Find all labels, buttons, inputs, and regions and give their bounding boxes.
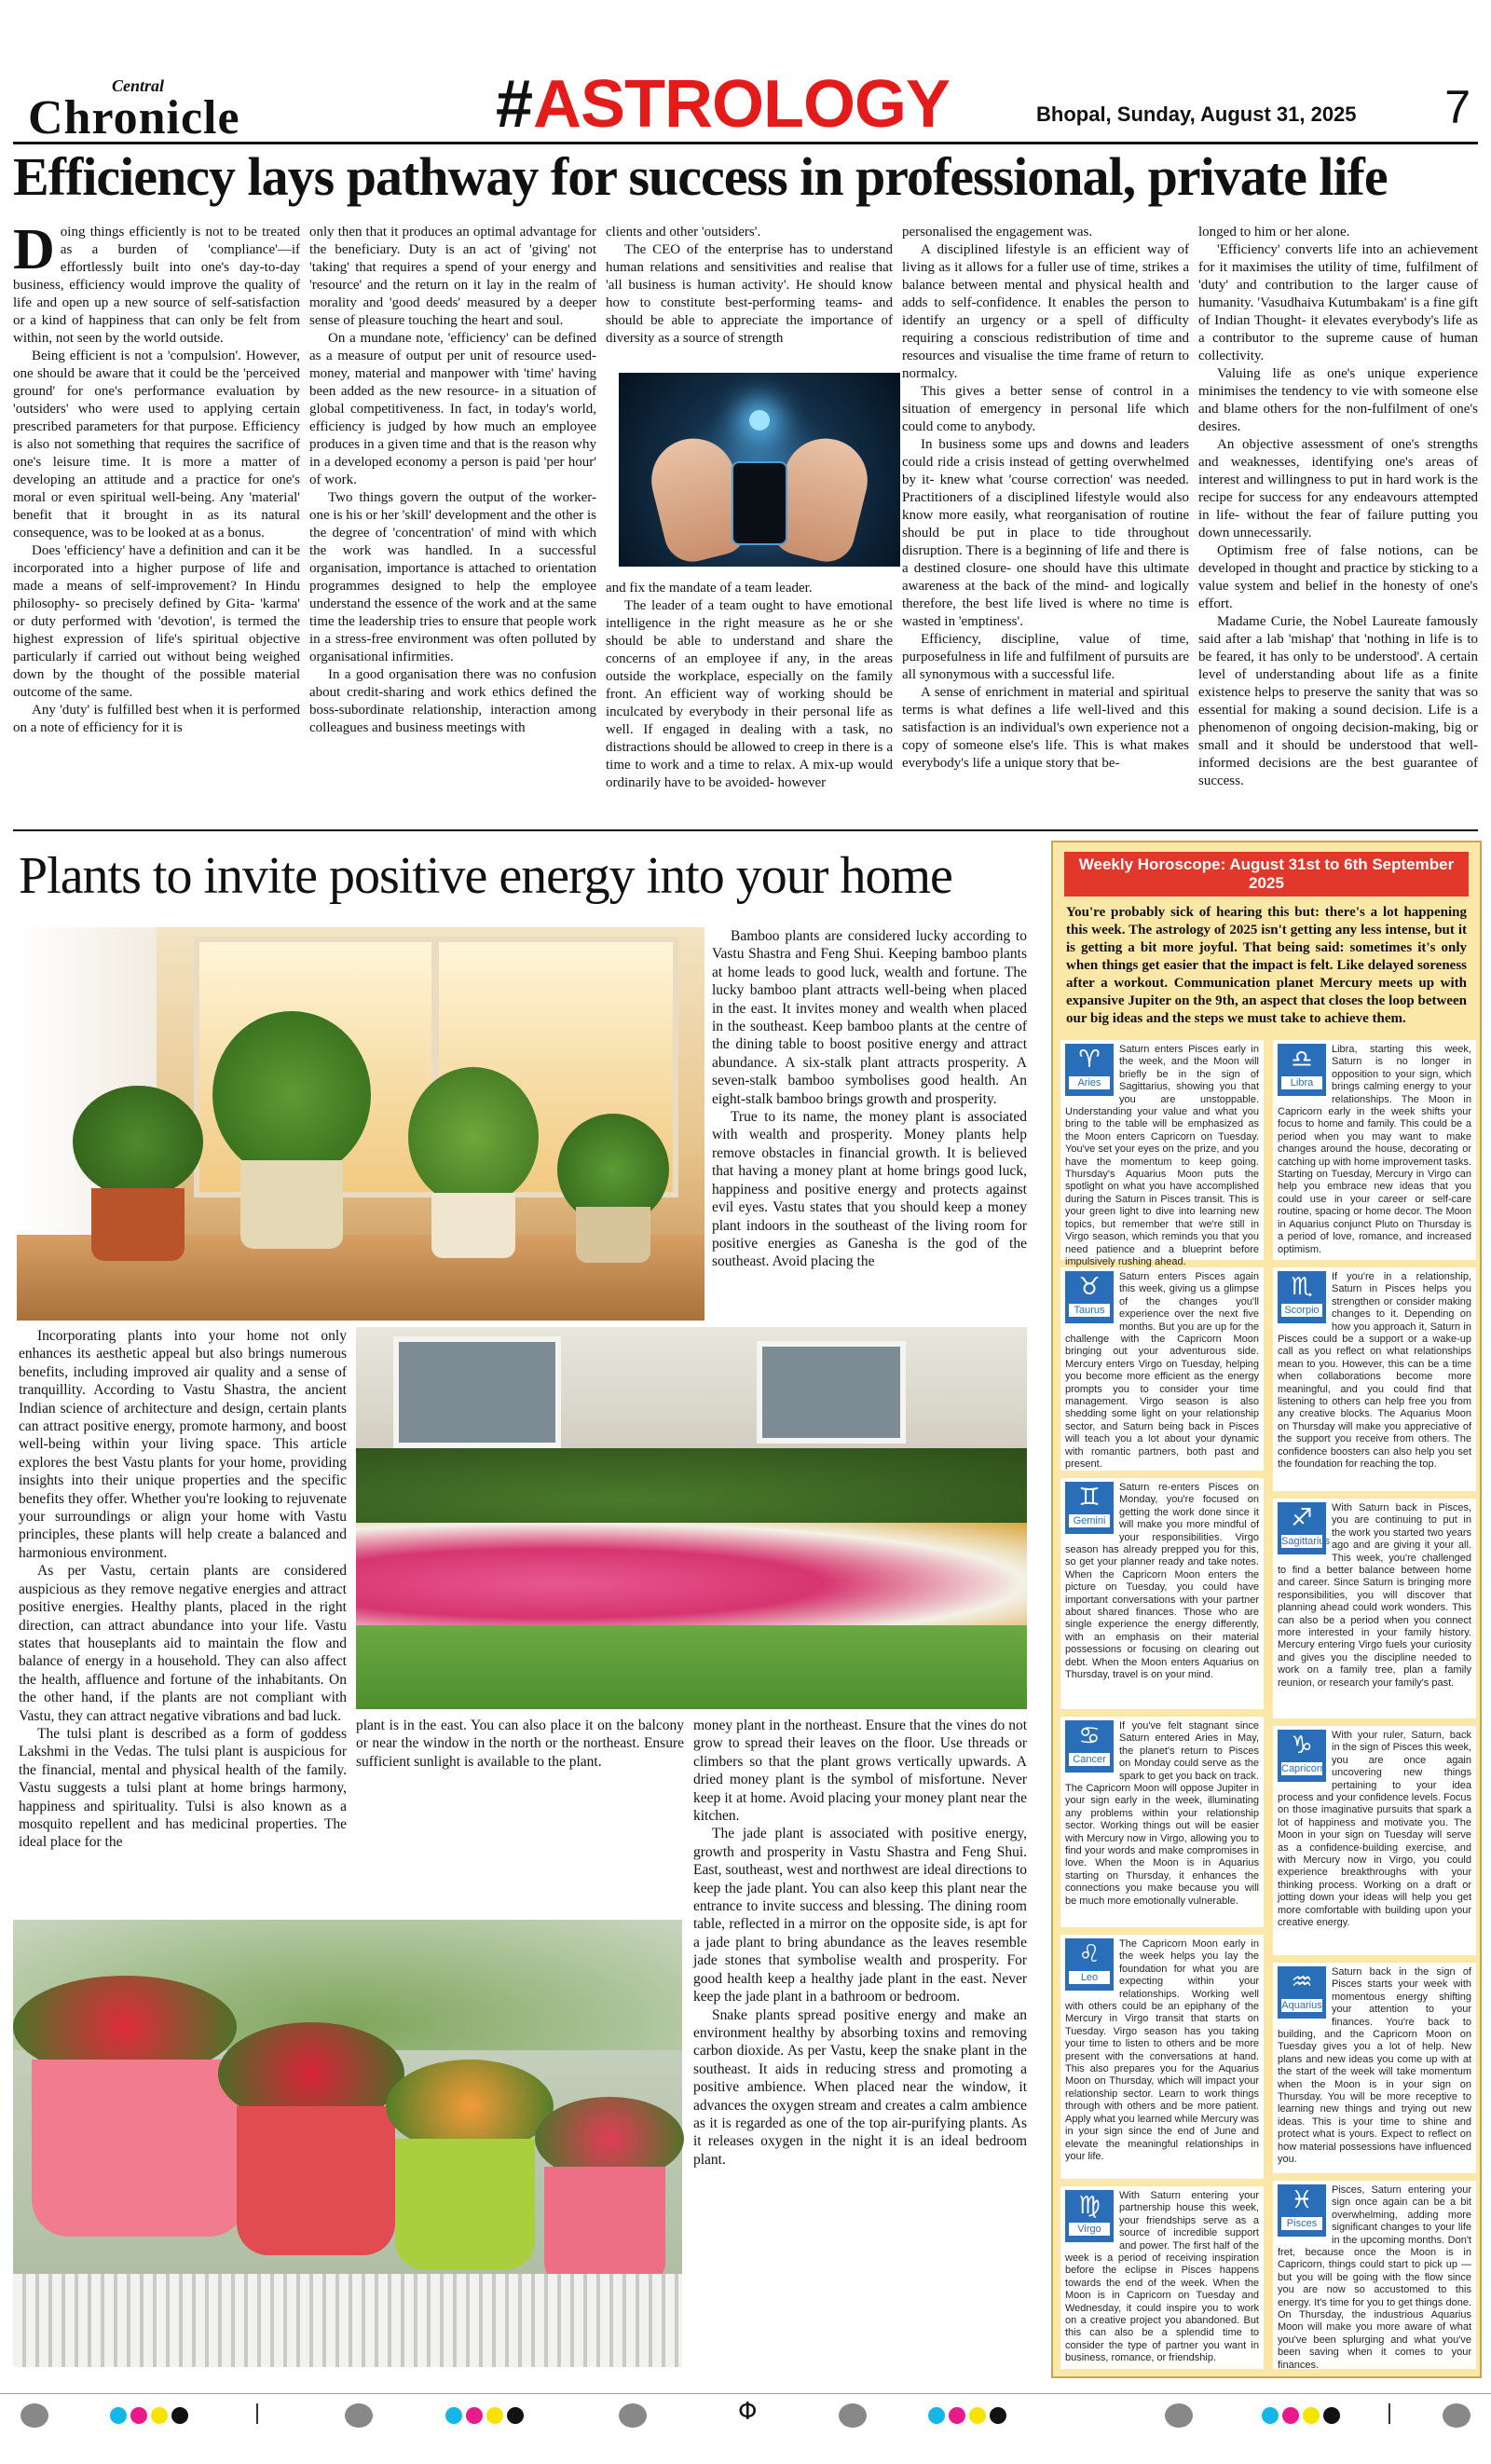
sign-name: Aquarius	[1281, 2000, 1322, 2011]
sign-text: Saturn enters Pisces early in the week, and the Moon will briefly be in the sign of Sagittarius, showing you that you are unstoppable. Understanding your value and what you bring to the table will be emphasized as the Moon enters Capricorn on Tuesday. You've set your eyes on the prize, and you have the momentum to keep going. Thursday's Aquarius Moon puts the spotlight on what you have accomplished during the Saturn in Pisces transit. This is your green light to dive into learning new topics, but remember that we're still in Virgo season, which reminds you that you need patience and a blueprint before impulsively rushing ahead.	[1065, 1044, 1259, 1267]
paragraph: This gives a better sense of control in a situation of emergency in personal life which could come to anybody.	[902, 384, 1189, 434]
plant-foliage	[73, 1086, 203, 1198]
paragraph: Optimism free of false notions, can be developed in thought and practice by sticking to a value system and belief in the honesty of one's effort.	[1198, 543, 1478, 611]
leo-badge	[1065, 1938, 1114, 1991]
window-plants-image	[17, 927, 704, 1321]
sign-text: With Saturn entering your partnership house this week, your friendships serve as a source of incredible support and power. The first half of the week is a period of receiving inspiration before the eclipse in Pisces happens towards the end of the week. When the Moon is in Capricorn on Tuesday and Wednesday, it could inspire you to work on a creative project you abandoned. But this can also be a splendid time to consider the type of partner you want in business, romance, or friendship.	[1065, 2190, 1259, 2364]
paragraph: Incorporating plants into your home not only enhances its aesthetic appeal but also brings numerous benefits, including improved air quality and a sense of tranquillity. According to Vastu Shastra, the ancient Indian science of architecture and design, certain plants can attract positive energy, promote harmony, and boost well-being within your living space. This article explores the best Vastu plants for your home, providing insights into their unique properties and the specific benefits they offer. Whether you're looking to rejuvenate your surroundings or align your home with Vastu principles, these plants will help create a balanced and harmonious environment.	[19, 1328, 347, 1561]
paragraph: In business some ups and downs and leaders could ride a crisis instead of getting overwhelmed by it- knew what 'course correction' was needed. Practitioners of a disciplined lifestyle would also know more easily, what reorganisation of routine should be put in place to tide throughout disruption. There is a beginning of life and there is a destined closure- one should have this ultimate awareness at the back of the mind- and logically therefore, the best life lived is where no time is wasted in 'emptiness'.	[902, 437, 1189, 629]
masthead-rule	[13, 142, 1478, 144]
planter-pink	[544, 2167, 665, 2288]
masthead	[21, 67, 1470, 142]
libra-icon: ♎	[1291, 1046, 1313, 1074]
registration-mark	[619, 2403, 647, 2428]
sign-text: If you're in a relationship, Saturn in Pisces helps you strengthen or consider making changes to it. Depending on how you approach it, Saturn in Pisces could be a support or a wake-up call as you reflect on what relationships mean to you. However, this can be a time when collaborations become more meaningful, and you could find that listening to others can help free you from any creative blocks. The Aquarius Moon on Thursday will make you appreciative of the support you receive from others. The confidence boosters can also help you set the foundation for reaching the top.	[1278, 1271, 1471, 1471]
hands-phone-image	[619, 373, 900, 567]
article1-col4	[902, 224, 1189, 820]
paragraph: Valuing life as one's unique experience minimises the tendency to vie with someone else and blame others for the non-fulfilment of one's desires.	[1198, 366, 1478, 434]
article1-col1	[13, 218, 300, 820]
paragraph: and fix the mandate of a team leader.	[606, 581, 813, 595]
cmyk-dots	[110, 2407, 192, 2424]
registration-mark	[21, 2403, 48, 2428]
pot	[576, 1207, 650, 1263]
window	[393, 1336, 561, 1448]
crop-tick	[1388, 2403, 1390, 2424]
sign-name: Cancer	[1068, 1752, 1111, 1767]
paragraph: Being efficient is not a 'compulsion'. However, one should be aware that it could be the 'perceived ground' for one's performance evaluation by 'outsiders' who were used to applying certain prescribed parameters for that purpose. Efficiency is also not something that requires the sacrifice of one's leisure time. It is more a matter of developing an attitude and a practice for one's moral or even spiritual well-being. Any 'material' benefit that it brought in as its natural consequence, was to be looked at as a bonus.	[13, 349, 300, 541]
pot	[431, 1193, 515, 1258]
brand-logo	[28, 76, 240, 145]
brand-name: Chronicle	[28, 91, 240, 144]
paragraph: Any 'duty' is fulfilled best when it is performed on a note of efficiency for it is	[13, 703, 300, 735]
paragraph: longed to him or her alone.	[1198, 225, 1350, 240]
phone	[732, 461, 787, 545]
crop-tick	[256, 2403, 258, 2424]
leo-icon: ♌	[1078, 1940, 1101, 1968]
cmyk-dots	[1262, 2407, 1344, 2424]
paragraph: A sense of enrichment in material and spiritual terms is what defines a life well-lived and this satisfaction is an individual's own experience not a copy of someone else's life. This is what makes everybody's life a unique story that be-	[902, 685, 1189, 771]
section-rule	[13, 829, 1478, 831]
sign-text: The Capricorn Moon early in the week helps you lay the foundation for what you are expecting within your relationships. Working well with others could be an epiphany of the Mercury in Virgo transit that starts on Tuesday. Virgo season has you taking your time to listen to others and be more present with the conversations at hand. This also prepares you for the Aquarius Moon on Thursday, which will impact your relationship sector. Learn to work things through with others and be more patient. Apply what you learned while Mercury was in your sign since the end of June and elevate the meaningful relationships in your life.	[1065, 1938, 1259, 2162]
paragraph: As per Vastu, certain plants are considered auspicious as they remove negative energies and attract positive energies. Healthy plants, placed in the right direction, can attract abundance into your life. Vastu states that houseplants aid to maintain the flow and balance of energy in a household. They can also affect the health, affluence and fortune of the inhabitants. On the other hand, if the plants are not compliant with Vastu, they can attract negative vibrations and bad luck.	[19, 1563, 347, 1724]
article2-left	[19, 1327, 347, 1910]
sign-name: Libra	[1280, 1075, 1323, 1090]
article1-headline: Efficiency lays pathway for success in professional, private life	[13, 146, 1388, 207]
paragraph: clients and other 'outsiders'.	[606, 225, 761, 240]
pot	[240, 1160, 343, 1249]
registration-mark	[1165, 2403, 1193, 2428]
page-number: 7	[1444, 81, 1470, 133]
article2-headline: Plants to invite positive energy into your home	[19, 847, 952, 905]
paragraph: money plant in the northeast. Ensure that the vines do not grow to spread their leaves on the floor. Use threads or climbers so that the plant grows vertically upwards. A dried money plant is the symbol of misfortune. Never keep it at home. Avoid placing your money plant near the kitchen.	[693, 1718, 1027, 1825]
window	[757, 1341, 906, 1444]
paragraph: The CEO of the enterprise has to understand human relations and sensitivities and realise that 'all business is human activity'. He should know how to constitute best-performing teams- and should be able to appreciate the importance of diversity as a source of strength	[606, 242, 893, 346]
cancer-badge	[1065, 1720, 1114, 1773]
article1-body	[13, 218, 1478, 820]
paragraph: The tulsi plant is described as a form of goddess Lakshmi in the Vedas. The tulsi plant is auspicious for the financial, mental and physical health of the family. Vastu suggests a tulsi plant at home brings harmony, happiness and spirituality. Tulsi is also known as a mosquito repellent and has medicinal properties. The ideal place for the	[19, 1725, 347, 1851]
weekly-horoscope-panel	[1051, 841, 1482, 2378]
brand-small: Central	[112, 76, 165, 95]
sign-text: Saturn re-enters Pisces on Monday, you're focused on getting the work done since it will make you more mindful of your responsibilities. Virgo season has already prepped you for this, so get your planner ready and take notes. When the Capricorn Moon enters the picture on Tuesday, you could have important conversations with your partner about shared finances. Those who are single experience the energy differently, with an emphasis on their material possessions or focusing on clearing out debt. When the Moon enters Aquarius on Thursday, travel is on your mind.	[1065, 1482, 1259, 1681]
planter-green	[395, 2139, 535, 2269]
article1-col2	[309, 224, 596, 820]
sign-name: Leo	[1068, 1970, 1111, 1985]
sign-aquarius	[1273, 1963, 1476, 2173]
sign-name: Sagittarius	[1281, 1536, 1330, 1547]
glow	[749, 410, 770, 431]
article2-middle	[356, 1717, 684, 1810]
sagittarius-icon: ♐	[1291, 1504, 1313, 1532]
sign-pisces	[1273, 2181, 1476, 2369]
dateline: Bhopal, Sunday, August 31, 2025	[1036, 103, 1357, 126]
sign-text: If you've felt stagnant since Saturn entered Aries in May, the planet's return to Pisces on Monday could serve as the spark to get you back on track. The Capricorn Moon will oppose Jupiter in your sign early in the week, illuminating any problems within your relationship sector. Working things out will be easier with Mercury now in Virgo, allowing you to find your words and make compromises in love. When the Moon is in Aquarius starting on Thursday, it enhances the connections you make because you will be much more emotionally vulnerable.	[1065, 1720, 1259, 1907]
sign-scorpio	[1273, 1267, 1476, 1491]
registration-mark	[1443, 2403, 1470, 2428]
horoscope-title: Weekly Horoscope: August 31st to 6th September 2025	[1064, 852, 1469, 897]
article2-right-bottom	[693, 1717, 1027, 2369]
paragraph: The jade plant is associated with positive energy, growth and prosperity in Vastu Shastra and Feng Shui. East, southeast, west and northwest are ideal directions to keep the jade plant. You can also keep this plant near the entrance to invite success and blessing. The dining room table, reflected in a mirror on the opposite side, is apt for a jade plant to bring abundance as the leaves resemble jade stones that symbolise wealth and prosperity. For good health keep a healthy jade plant in the east. Never keep the jade plant in a bathroom or bedroom.	[693, 1826, 1027, 2005]
paragraph: personalised the engagement was.	[902, 225, 1093, 240]
sign-libra	[1273, 1040, 1476, 1260]
sign-text: Pisces, Saturn entering your sign once again can be a bit overwhelming, adding more significant changes to your life in the upcoming months. Don't fret, because once the Moon is in Capricorn, things could start to pick up — but you will be going with the flow since you are now so accustomed to this energy. It's time for you to get things done. On Thursday, the industrious Aquarius Moon will make you more aware of what you've been splurging and what you've been saving when it comes to your finances.	[1278, 2184, 1471, 2371]
paragraph: Efficiency, discipline, value of time, purposefulness in life and fulfilment of pursuits are all synonymous with a successful life.	[902, 632, 1189, 682]
section-title	[496, 67, 950, 142]
pot	[91, 1188, 185, 1261]
center-mark: Φ	[738, 2398, 758, 2426]
registration-mark	[345, 2403, 373, 2428]
paragraph: The leader of a team ought to have emotional intelligence in the right measure as he or she should be able to understand and share the concerns of an employee if any, in the areas outside the workplace, especially on the family front. An efficient way of working should be inculcated by everybody in their personal life as well. If engaged in dealing with a task, no distractions should be allowed to creep in there is a time to work and a time to relax. A mix-up would ordinarily have to be avoided- however	[606, 598, 893, 790]
sign-name: Capricorn	[1281, 1763, 1326, 1774]
sign-text: Saturn enters Pisces again this week, giving us a glimpse of the changes you'll experience over the next five months. But you are up for the challenge with the Capricorn Moon bringing out your adventurous side. Mercury enters Virgo on Tuesday, helping you become more efficient as the energy prompts you to consider your time management. Virgo season is also shedding some light on your relationship sector, and Saturn being back in Pisces will teach you a lot about your dynamic with romantic partners, both past and present.	[1065, 1271, 1259, 1471]
sign-text: With Saturn back in Pisces, you are continuing to put in the work you started two years ago and are giving it your all. This week, you're challenged to find a better balance between home and career. Since Saturn is bringing more responsibilities, you will discover that planning ahead could work wonders. This can also be a period when you connect more interested in your family history. Mercury entering Virgo fuels your curiosity and gives you the discipline needed to work on a family tree, plan a family reunion, or research your family's past.	[1278, 1502, 1471, 1689]
aries-badge	[1065, 1044, 1114, 1096]
aquarius-badge	[1278, 1966, 1326, 2019]
planter-red	[237, 2106, 395, 2255]
gemini-icon: ♊	[1078, 1484, 1101, 1512]
sign-sagittarius	[1273, 1499, 1476, 1718]
article2-right-top	[712, 927, 1027, 1317]
paragraph: Does 'efficiency' have a definition and can it be incorporated into a higher purpose of life and made a means of self-improvement? In Hindu philosophy- so precisely defined by Gita- 'karma' or duty performed with 'devotion', is termed the highest expression of life's spiritual objective particularly if carried out without being weighed down by the thought of the possible material outcome of the same.	[13, 543, 300, 700]
sign-name: Taurus	[1068, 1303, 1111, 1318]
scorpio-icon: ♏	[1291, 1273, 1313, 1301]
gemini-badge	[1065, 1482, 1114, 1534]
section-word: ASTROLOGY	[533, 67, 951, 142]
article1-col5	[1198, 224, 1478, 820]
sign-text: With your ruler, Saturn, back in the sign of Pisces this week, you are once again uncovering new things pertaining to your idea process and your confidence levels. Focus on those imaginative pursuits that spark a lot of happiness and motivate you. The Moon in your sign on Tuesday will serve as a confidence-building exercise, and with Mercury now in Virgo, you could experience breakthroughs with your thinking process. Working on a draft or jotting down your ideas will help you get more comfortable with building upon your creative energy.	[1278, 1730, 1471, 1929]
registration-mark	[839, 2403, 867, 2428]
paragraph: only then that it produces an optimal advantage for the beneficiary. Duty is an act of 'giving' not 'taking' that requires a spend of your energy and 'resource' and the return on it lay in the realm of morality and 'good deeds' measured by a deeper sense of pleasure touching the heart and soul.	[309, 225, 596, 328]
taurus-icon: ♉	[1078, 1273, 1101, 1301]
section-hash: #	[496, 67, 534, 142]
sign-text: Saturn back in the sign of Pisces starts your week with momentous energy shifting your attention to your finances. You're back to building, and the Capricorn Moon on Tuesday gives you a lot of help. New plans and new ideas you come up with at the start of the week will take momentum when the Moon is in your sign on Thursday. You will be more receptive to learning new things and trying out new ideas. This is your time to shine and protect what is yours. Expect to reflect on how material possessions have influenced you.	[1278, 1966, 1471, 2166]
sign-gemini	[1060, 1478, 1264, 1709]
sign-name: Aries	[1068, 1075, 1111, 1090]
sagittarius-badge	[1278, 1502, 1330, 1554]
sign-name: Virgo	[1068, 2222, 1111, 2237]
paragraph: A disciplined lifestyle is an efficient way of living as it allows for a fuller use of time, strikes a balance between mental and physical health and adds to self-confidence. It enables the person to identify an urgency or a spell of difficulty requiring a conscious redistribution of time and resources and visualise the time frame of return to normalcy.	[902, 242, 1189, 381]
sign-capricorn	[1273, 1726, 1476, 1955]
garden-image	[356, 1327, 1027, 1709]
cmyk-dots	[445, 2407, 527, 2424]
paragraph: 'Efficiency' converts life into an achievement for it maximises the utility of time, fulfilment of 'duty' and contribution to the larger cause of humanity. 'Vasudhaiva Kutumbakam' is a fine gift of Indian Thought- it elevates everybody's life as a contributor to the supreme cause of human collectivity.	[1198, 242, 1478, 363]
print-registration-strip	[0, 2393, 1491, 2440]
paragraph: Two things govern the output of the worker- one is his or her 'skill' development and the other is the degree of 'concentration' of mind with which the work was handled. In a successful organisation, importance is attached to orientation programmes designed to help the employee understand the essence of the work and at the same time the leadership tries to ensure that people work in a stress-free environment was often polluted by organisational infirmities.	[309, 490, 596, 664]
sign-virgo	[1060, 2186, 1264, 2369]
paragraph: True to its name, the money plant is associated with wealth and prosperity. Money plants help remove obstacles in financial growth. It is believed that having a money plant at home brings good luck, happiness and positive energy and protects against evil eyes. Vastu states that you should keep a money plant indoors in the southeast of the living room for positive energies as Ganesha is the god of the southeast. Avoid placing the	[712, 1109, 1027, 1270]
libra-badge	[1278, 1044, 1326, 1096]
sign-cancer	[1060, 1717, 1264, 1927]
paragraph: Madame Curie, the Nobel Laureate famously said after a lab 'mishap' that 'nothing in life is to be feared, it has only to be understood'. A certain level of understanding about life as a finite existence helps to preserve the sanity that was so essential for making a sound decision. Life is a phenomenon of ongoing decision-making, big or small and it should be understood that well-informed decisions are the best guarantee of success.	[1198, 614, 1478, 788]
cancer-icon: ♋	[1078, 1722, 1101, 1750]
plant-foliage	[408, 1067, 539, 1207]
paragraph: An objective assessment of one's strengths and weaknesses, identifying one's areas of interest and willingness to put in hard work is the recipe for success for any endeavours attempted in life- without the fear of failure putting you down unnecessarily.	[1198, 437, 1478, 541]
railing-planters-image	[13, 1920, 682, 2367]
sign-name: Scorpio	[1280, 1303, 1323, 1318]
pisces-badge	[1278, 2184, 1326, 2237]
pisces-icon: ♓	[1291, 2186, 1313, 2214]
plant-foliage	[212, 1011, 371, 1179]
sign-name: Pisces	[1280, 2216, 1323, 2231]
capricorn-badge	[1278, 1730, 1326, 1782]
sign-taurus	[1060, 1267, 1264, 1471]
paragraph: Doing things efficiently is not to be treated as a burden of 'compliance'—if effortlessly built into one's day-to-day business, efficiency would improve the quality of life and open up a new source of self-satisfaction or a kind of happiness that can only be felt from within, not seen by the world outside.	[13, 218, 300, 346]
horoscope-intro: You're probably sick of hearing this but: there's a lot happening this week. The astrology of 2025 isn't getting any less intense, but it is getting a bit more joyful. That being said: sometimes it's only when things get easier that the impact is felt. Like delayed soreness after a workout. Communication planet Mercury meets up with expansive Jupiter on the 9th, an aspect that closes the loop between our big ideas and the steps we must take to achieve them.	[1066, 905, 1467, 1026]
virgo-badge	[1065, 2190, 1114, 2242]
sign-text: Libra, starting this week, Saturn is no longer in opposition to your sign, which brings calming energy to your relationships. The Moon in Capricorn early in the week shifts your focus to home and family. This could be a period when you may want to make changes around the house, decorating or catching up with home improvement tasks. Starting on Tuesday, Mercury in Virgo can help you embrace new ideas that you could use in your career or self-care routine, spacing or home decor. The Moon in Aquarius conjunct Pluto on Thursday is a period of love, romance, and increased optimism.	[1278, 1044, 1471, 1255]
railing	[13, 2274, 682, 2367]
aquarius-icon: ♒	[1291, 1968, 1313, 1996]
lawn	[356, 1625, 1027, 1709]
planter-pink	[32, 2060, 246, 2237]
virgo-icon: ♍	[1078, 2192, 1101, 2220]
sign-leo	[1060, 1935, 1264, 2179]
sign-aries	[1060, 1040, 1264, 1267]
scorpio-badge	[1278, 1271, 1326, 1323]
capricorn-icon: ♑	[1291, 1732, 1313, 1759]
paragraph: Snake plants spread positive energy and make an environment healthy by absorbing toxins and removing carbon dioxide. As per Vastu, keep the snake plant in the southeast. It aids in reducing stress and promoting a positive ambience. When placed near the window, it advances the oxygen stream and creates a calm ambience as it is regarded as one of the top air-purifying plants. As it releases oxygen in the night it is an ideal bedroom plant.	[693, 2006, 1027, 2168]
article1-col3-bottom	[606, 580, 893, 820]
aries-icon: ♈	[1078, 1046, 1101, 1074]
horoscope-signs	[1060, 1040, 1476, 2373]
paragraph: In a good organisation there was no confusion about credit-sharing and work ethics defined the boss-subordinate relationship, interaction among colleagues and business meetings with	[309, 667, 596, 735]
sign-name: Gemini	[1068, 1513, 1111, 1528]
article1-col3-top	[606, 224, 893, 362]
paragraph: Bamboo plants are considered lucky according to Vastu Shastra and Feng Shui. Keeping bamboo plants at home leads to good luck, wealth and fortune. The lucky bamboo plant attracts well-being when placed in the east. It invites money and wealth when placed in the southeast. Keep bamboo plants at the centre of the dining table to boost positive energy and attract abundance. A six-stalk plant attracts prosperity. A seven-stalk bamboo symbolises good health. An eight-stalk bamboo brings growth and prosperity.	[712, 928, 1027, 1107]
paragraph: plant is in the east. You can also place it on the balcony or near the window in the north or the northeast. Ensure sufficient sunlight is available to the plant.	[356, 1718, 684, 1770]
paragraph: On a mundane note, 'efficiency' can be defined as a measure of output per unit of resource used- money, material and manpower with 'time' having been added as the new resource- in a situation of global competitiveness. In fact, in today's world, efficiency is judged by how much an employee produces in a given time and that is the reason why in a developed economy a person is paid 'per hour' of work.	[309, 331, 596, 487]
cmyk-dots	[928, 2407, 1010, 2424]
taurus-badge	[1065, 1271, 1114, 1323]
